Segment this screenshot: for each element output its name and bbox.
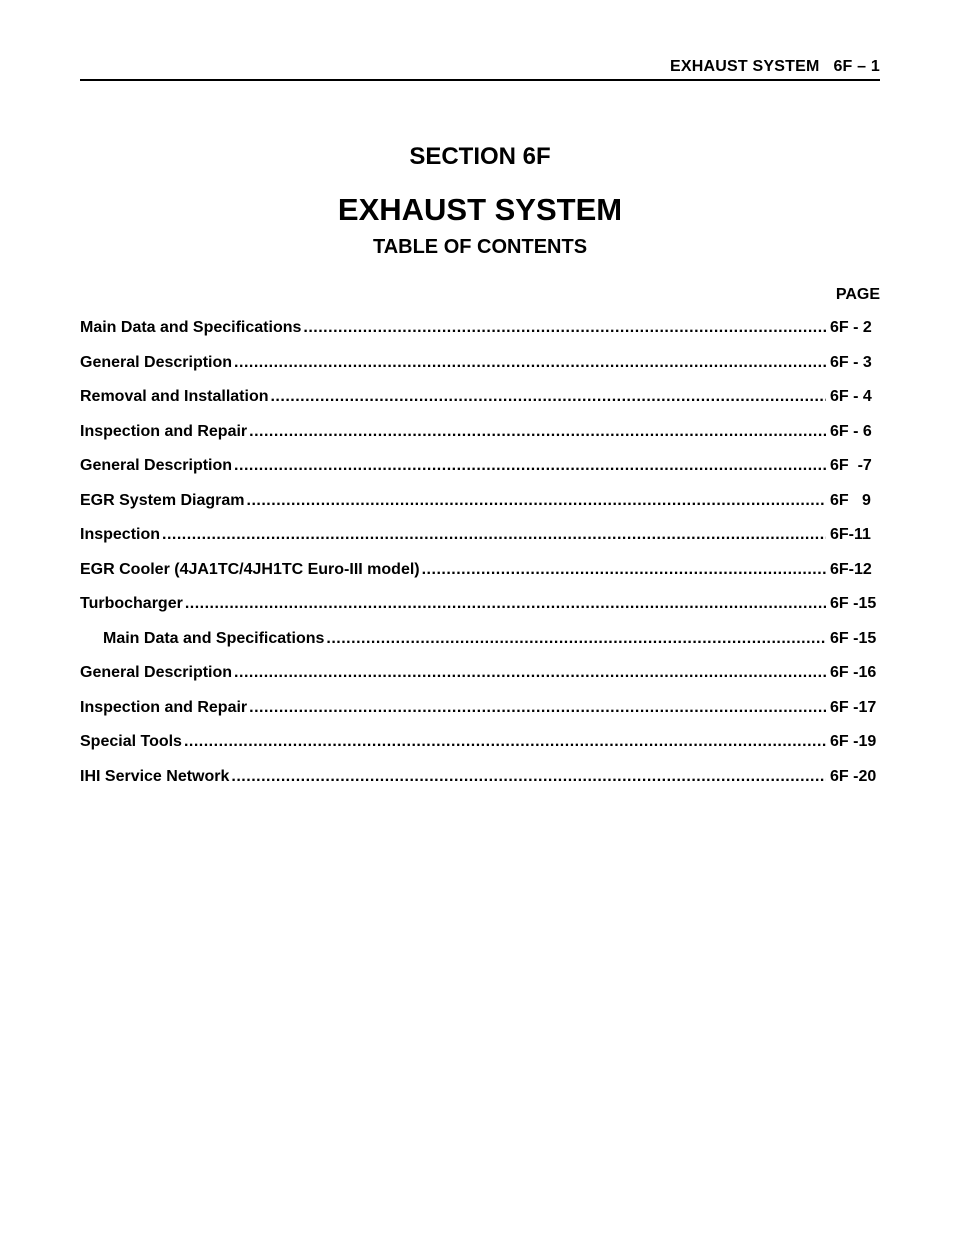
toc-entry-page: 6F -20 — [830, 767, 877, 785]
dot-leader — [247, 490, 826, 512]
toc-entry-label: EGR Cooler (4JA1TC/4JH1TC Euro-III model) — [80, 560, 420, 578]
toc-entry-page: 6F -15 — [830, 595, 877, 612]
dot-leader — [249, 697, 826, 719]
system-title: EXHAUST SYSTEM — [337, 192, 623, 227]
dot-leader — [270, 386, 826, 408]
toc-entry-label: Inspection — [80, 526, 161, 543]
toc-entry-main-data[interactable] — [80, 317, 886, 352]
toc-entry-label: Main Data and Specifications — [80, 319, 302, 336]
section-title: SECTION 6F — [409, 143, 551, 170]
toc-entry-label: Inspection and Repair — [80, 698, 248, 716]
dot-leader — [184, 731, 826, 753]
toc-entry-page: 6F-11 — [830, 526, 871, 543]
toc-entry-egr-system-diagram[interactable] — [80, 490, 886, 525]
toc-list — [80, 317, 886, 800]
toc-entry-page: 6F -17 — [830, 698, 877, 716]
toc-entry-page: 6F - 6 — [830, 422, 872, 440]
toc-entry-page: 6F - 4 — [830, 388, 872, 405]
toc-entry-page: 6F 9 — [830, 491, 871, 509]
toc-entry-removal-installation[interactable] — [80, 386, 886, 421]
dot-leader — [234, 352, 826, 374]
toc-entry-label: General Description — [80, 353, 233, 371]
toc-entry-page: 6F -16 — [830, 664, 877, 681]
page-column-label: PAGE — [835, 286, 880, 303]
toc-title: TABLE OF CONTENTS — [372, 236, 588, 258]
toc-entry-page: 6F - 2 — [830, 319, 872, 336]
toc-entry-label: General Description — [80, 457, 233, 474]
dot-leader — [231, 766, 826, 788]
toc-entry-label: EGR System Diagram — [80, 491, 245, 509]
toc-entry-turbocharger[interactable] — [80, 593, 886, 628]
dot-leader — [422, 559, 826, 581]
toc-entry-label: Main Data and Specifications — [103, 629, 325, 647]
toc-entry-page: 6F -19 — [830, 733, 877, 750]
toc-entry-page: 6F -15 — [830, 629, 877, 647]
toc-entry-inspection-repair[interactable] — [80, 421, 886, 456]
toc-entry-page: 6F-12 — [830, 560, 872, 578]
toc-entry-label: IHI Service Network — [80, 767, 230, 785]
toc-entry-turbo-main-data[interactable] — [80, 628, 886, 663]
dot-leader — [303, 317, 826, 339]
toc-entry-egr-cooler[interactable] — [80, 559, 886, 594]
dot-leader — [162, 524, 826, 546]
toc-entry-general-description[interactable] — [80, 352, 886, 387]
toc-entry-label: General Description — [80, 664, 233, 681]
toc-entry-page: 6F - 3 — [830, 353, 872, 371]
running-header: EXHAUST SYSTEM 6F – 1 — [670, 58, 880, 75]
toc-entry-page: 6F -7 — [830, 457, 872, 474]
dot-leader — [249, 421, 826, 443]
header-rule — [80, 79, 880, 81]
toc-entry-turbo-general-description[interactable] — [80, 662, 886, 697]
toc-entry-general-description-egr[interactable] — [80, 455, 886, 490]
toc-entry-special-tools[interactable] — [80, 731, 886, 766]
toc-entry-inspection[interactable] — [80, 524, 886, 559]
toc-entry-turbo-inspection-repair[interactable] — [80, 697, 886, 732]
toc-entry-label: Special Tools — [80, 733, 182, 750]
dot-leader — [234, 662, 826, 684]
dot-leader — [234, 455, 826, 477]
toc-entry-label: Inspection and Repair — [80, 422, 248, 440]
dot-leader — [326, 628, 826, 650]
toc-entry-ihi-service-network[interactable] — [80, 766, 886, 801]
toc-entry-label: Removal and Installation — [80, 388, 269, 405]
toc-entry-label: Turbocharger — [80, 595, 183, 612]
dot-leader — [185, 593, 826, 615]
